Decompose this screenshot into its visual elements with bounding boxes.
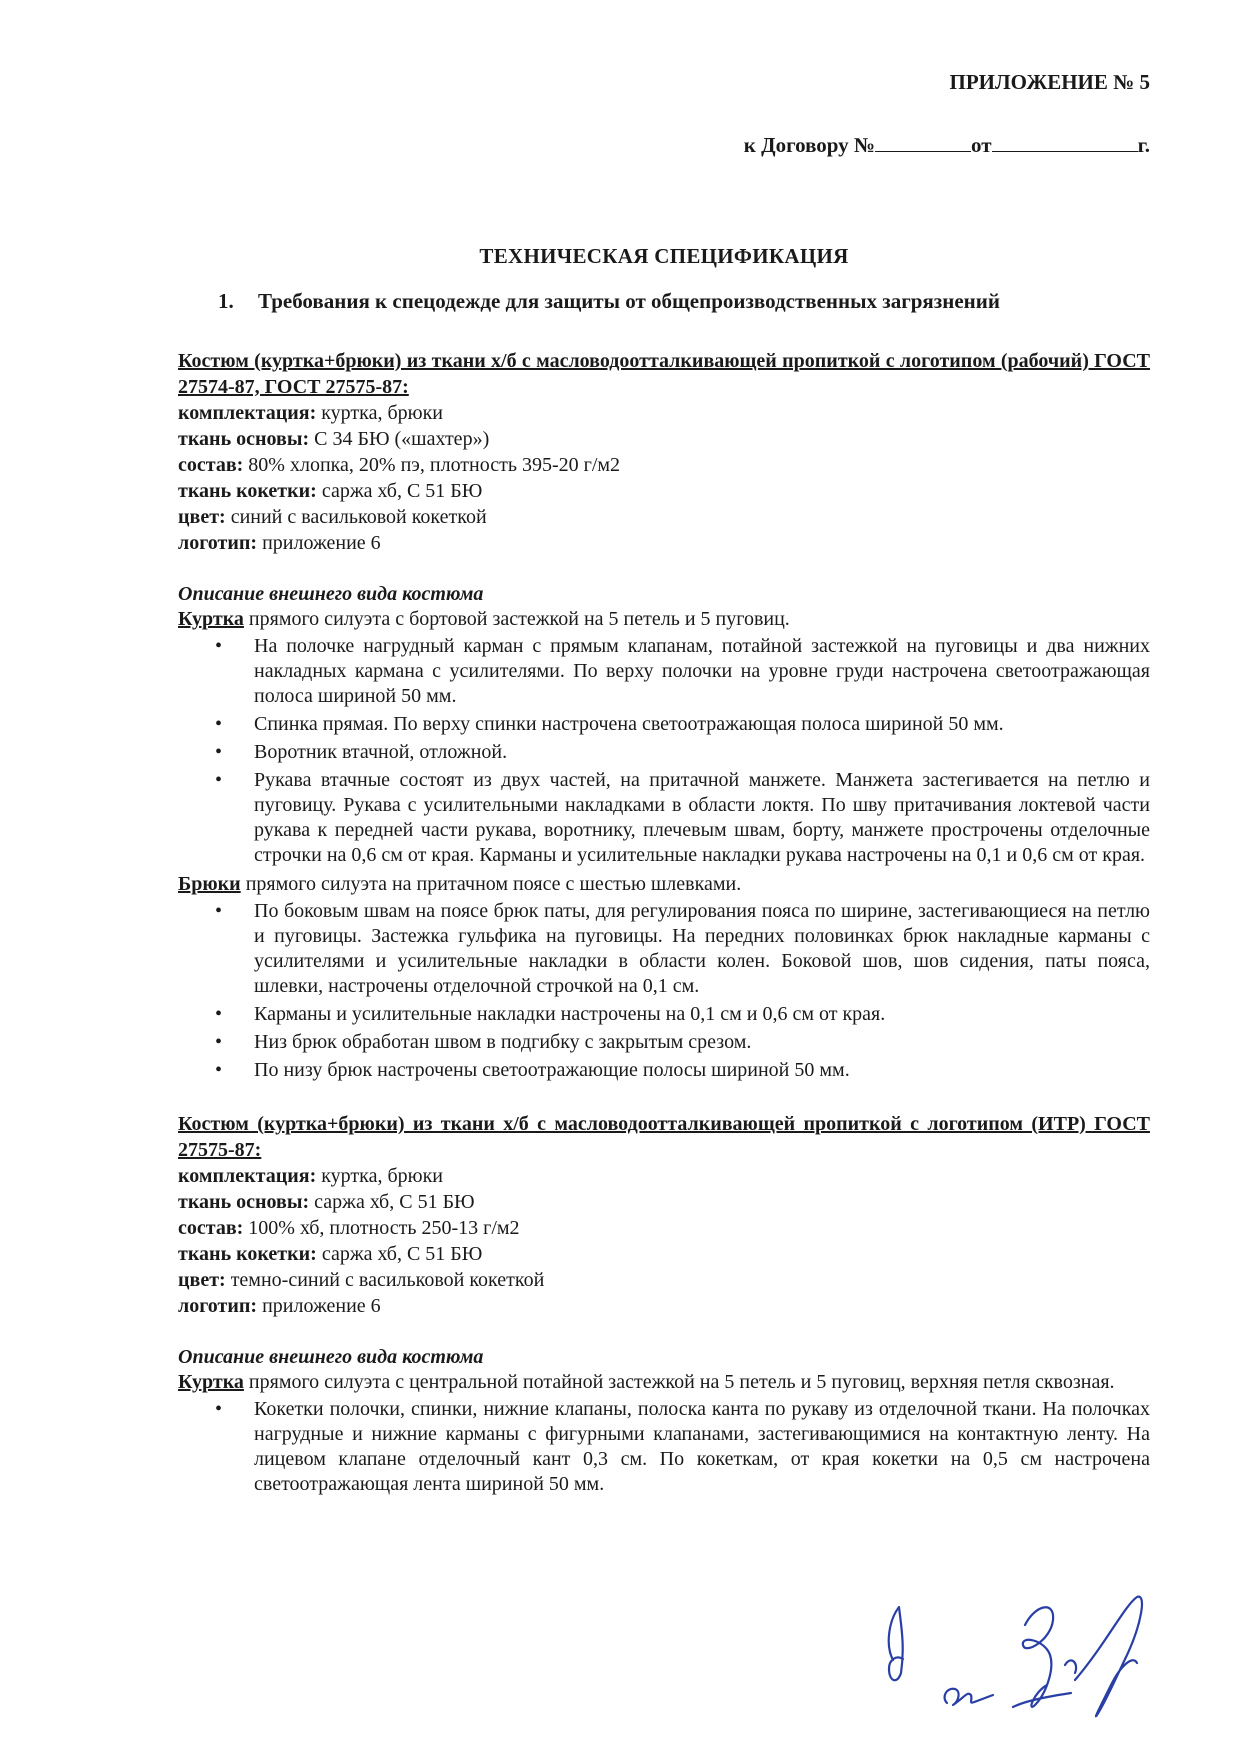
bullet-text: Воротник втачной, отложной. bbox=[254, 741, 508, 763]
bullet-text: Низ брюк обработан швом в подгибку с закрытым срезом. bbox=[254, 1031, 752, 1053]
property-value: саржа хб, С 51 БЮ bbox=[316, 1243, 483, 1265]
garment-text: прямого силуэта на притачном поясе с шестью шлевками. bbox=[240, 873, 742, 895]
property-value: саржа хб, С 51 БЮ bbox=[316, 480, 483, 502]
bullet-item bbox=[178, 634, 1150, 709]
garment-name: Куртка bbox=[178, 1371, 244, 1393]
contract-from-label: от bbox=[971, 133, 992, 157]
suit-property bbox=[178, 1215, 1150, 1241]
property-label: цвет: bbox=[178, 506, 226, 528]
property-label: ткань основы: bbox=[178, 428, 310, 450]
suit-property bbox=[178, 1267, 1150, 1293]
garment-list bbox=[178, 606, 1150, 1083]
suit-heading: Костюм (куртка+брюки) из ткани х/б с масловодоотталкивающей пропиткой с логотипом (ИТР) ГОСТ 27575-87: bbox=[178, 1113, 1150, 1161]
suit-properties bbox=[178, 400, 1150, 556]
bullet-dot: • bbox=[215, 1398, 223, 1420]
suits-list bbox=[178, 348, 1150, 1497]
garment-paragraph bbox=[178, 871, 1150, 897]
garment-bullets bbox=[178, 634, 1150, 868]
garment-paragraph bbox=[178, 606, 1150, 632]
property-value: 100% хб, плотность 250-13 г/м2 bbox=[243, 1217, 520, 1239]
property-value: саржа хб, С 51 БЮ bbox=[309, 1191, 475, 1213]
bullet-item bbox=[178, 768, 1150, 868]
property-label: комплектация: bbox=[178, 1165, 317, 1187]
garment-name: Брюки bbox=[178, 873, 241, 895]
property-label: ткань кокетки: bbox=[178, 1243, 317, 1265]
garment-bullets bbox=[178, 899, 1150, 1083]
garment-text: прямого силуэта с бортовой застежкой на 5 петель и 5 пуговиц. bbox=[243, 608, 790, 630]
property-value: темно-синий с васильковой кокеткой bbox=[225, 1269, 545, 1291]
description-title: Описание внешнего вида костюма bbox=[178, 583, 484, 605]
suit-heading: Костюм (куртка+брюки) из ткани х/б с масловодоотталкивающей пропиткой с логотипом (рабочий) ГОСТ 27574-87, ГОСТ 27575-87: bbox=[178, 350, 1150, 398]
suit-property bbox=[178, 1189, 1150, 1215]
section-heading-text: Требования к спецодежде для защиты от общепроизводственных загрязнений bbox=[258, 289, 1000, 313]
property-label: состав: bbox=[178, 1217, 244, 1239]
contract-prefix: к Договору № bbox=[743, 133, 876, 157]
document-title: ТЕХНИЧЕСКАЯ СПЕЦИФИКАЦИЯ bbox=[479, 244, 849, 268]
bullet-dot: • bbox=[215, 900, 223, 922]
garment-block bbox=[178, 1369, 1150, 1497]
appendix-number: ПРИЛОЖЕНИЕ № 5 bbox=[949, 70, 1150, 94]
bullet-dot: • bbox=[215, 1003, 223, 1025]
section-heading bbox=[218, 289, 1150, 314]
bullet-text: По боковым швам на поясе брюк паты, для регулирования пояса по ширине, застегивающиеся на петлю и пуговицы. Застежка гульфика на пуговицы. На передних половинках брюк накладные карманы с усилителями и усилительные накладки в области колен. Боковой шов, шов сидения, паты пояса, шлевки, настрочены отделочной строчкой на 0,1 см. bbox=[254, 900, 1150, 997]
suit-property bbox=[178, 1163, 1150, 1189]
suit-property bbox=[178, 426, 1150, 452]
suit-properties bbox=[178, 1163, 1150, 1319]
property-value: куртка, брюки bbox=[316, 1165, 443, 1187]
garment-paragraph bbox=[178, 1369, 1150, 1395]
suit-property bbox=[178, 478, 1150, 504]
section-number: 1. bbox=[218, 289, 234, 313]
bullet-item bbox=[178, 1030, 1150, 1055]
suit-property bbox=[178, 400, 1150, 426]
garment-text: прямого силуэта с центральной потайной застежкой на 5 петель и 5 пуговиц, верхняя петля сквозная. bbox=[243, 1371, 1115, 1393]
bullet-text: Карманы и усилительные накладки настрочены на 0,1 см и 0,6 см от края. bbox=[254, 1003, 886, 1025]
document-page bbox=[178, 70, 1150, 1500]
property-label: цвет: bbox=[178, 1269, 226, 1291]
bullet-item bbox=[178, 712, 1150, 737]
bullet-dot: • bbox=[215, 713, 223, 735]
property-value: приложение 6 bbox=[257, 532, 381, 554]
bullet-text: По низу брюк настрочены светоотражающие полосы шириной 50 мм. bbox=[254, 1059, 850, 1081]
garment-name: Куртка bbox=[178, 608, 244, 630]
handwritten-signature bbox=[875, 1585, 1175, 1735]
property-value: приложение 6 bbox=[257, 1295, 381, 1317]
bullet-item bbox=[178, 740, 1150, 765]
suit-property bbox=[178, 1293, 1150, 1319]
bullet-text: Спинка прямая. По верху спинки настрочена светоотражающая полоса шириной 50 мм. bbox=[254, 713, 1004, 735]
garment-list bbox=[178, 1369, 1150, 1497]
suit-section bbox=[178, 348, 1150, 1083]
property-value: С 34 БЮ («шахтер») bbox=[309, 428, 490, 450]
property-value: 80% хлопка, 20% пэ, плотность 395-20 г/м2 bbox=[243, 454, 621, 476]
suit-property bbox=[178, 1241, 1150, 1267]
property-label: логотип: bbox=[178, 532, 258, 554]
bullet-item bbox=[178, 1397, 1150, 1497]
suit-section bbox=[178, 1111, 1150, 1497]
suit-property bbox=[178, 530, 1150, 556]
property-label: логотип: bbox=[178, 1295, 258, 1317]
bullet-item bbox=[178, 899, 1150, 999]
bullet-dot: • bbox=[215, 1031, 223, 1053]
bullet-item bbox=[178, 1058, 1150, 1083]
bullet-text: Кокетки полочки, спинки, нижние клапаны, полоска канта по рукаву из отделочной ткани. На полочках нагрудные и нижние карманы с фигурными клапанами, застегивающимися на контактную ленту. На лицевом клапане отделочный кант 0,3 см. По кокеткам, от края кокетки на 0,5 см настрочена светоотражающая лента шириной 50 мм. bbox=[254, 1398, 1150, 1495]
garment-block bbox=[178, 606, 1150, 868]
bullet-dot: • bbox=[215, 741, 223, 763]
bullet-dot: • bbox=[215, 769, 223, 791]
contract-reference bbox=[178, 133, 1150, 158]
description-title: Описание внешнего вида костюма bbox=[178, 1346, 484, 1368]
property-value: куртка, брюки bbox=[316, 402, 443, 424]
property-label: комплектация: bbox=[178, 402, 317, 424]
property-label: состав: bbox=[178, 454, 244, 476]
bullet-text: На полочке нагрудный карман с прямым клапанам, потайной застежкой на пуговицы и два нижних накладных кармана с усилителями. По верху полочки на уровне груди настрочена светоотражающая полоса шириной 50 мм. bbox=[254, 635, 1150, 707]
bullet-text: Рукава втачные состоят из двух частей, на притачной манжете. Манжета застегивается на петлю и пуговицу. Рукава с усилительными накладками в области локтя. По шву притачивания локтевой части рукава к передней части рукава, воротнику, плечевым швам, борту, манжете прострочены отделочные строчки на 0,6 см от края. Карманы и усилительные накладки рукава настрочены на 0,1 и 0,6 см от края. bbox=[254, 769, 1150, 866]
property-label: ткань основы: bbox=[178, 1191, 310, 1213]
contract-date-blank bbox=[992, 133, 1138, 152]
bullet-item bbox=[178, 1002, 1150, 1027]
suit-property bbox=[178, 504, 1150, 530]
garment-block bbox=[178, 871, 1150, 1083]
property-label: ткань кокетки: bbox=[178, 480, 317, 502]
bullet-dot: • bbox=[215, 635, 223, 657]
garment-bullets bbox=[178, 1397, 1150, 1497]
property-value: синий с васильковой кокеткой bbox=[225, 506, 487, 528]
suit-property bbox=[178, 452, 1150, 478]
contract-year-suffix: г. bbox=[1137, 133, 1150, 157]
bullet-dot: • bbox=[215, 1059, 223, 1081]
contract-number-blank bbox=[875, 133, 971, 152]
